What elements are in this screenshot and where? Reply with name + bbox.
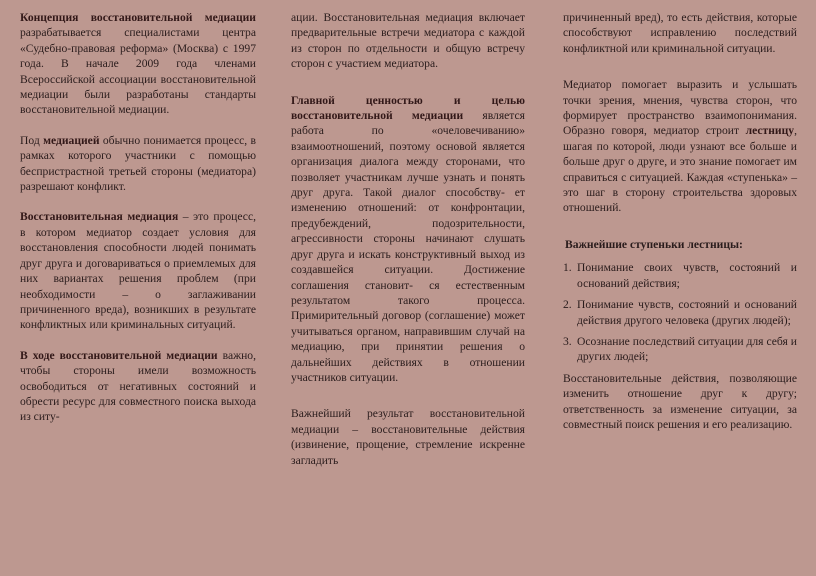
paragraph-main-value: Главной ценностью и целью восстановительной медиации является работа по «очеловечиванию» взаимоотношений, поэтому основой является организация диалога между сторонами, что позволяет участникам лучше узнать и понять друг друга. Такой диалог способству- ет изменению отношений: от конфронтации, предубеждений, подозрительности, агрессивности стороны начинают слушать друг друга и искать конструктивный выход из создавшейся ситуации. Достижение соглашения становит- ся естественным результатом такого процесса. Примирительный договор (соглашение) может учитываться органом, направившим случай на медиацию, при принятии решения о дальнейших действиях в отношении участников ситуации. (291, 93, 525, 384)
list-item: 2. Понимание чувств, состояний и оснований действия другого человека (других людей); (563, 298, 797, 327)
list-item: 1. Понимание своих чувств, состояний и оснований действия; (563, 261, 797, 290)
paragraph-restorative-actions: Восстановительные действия, позволяющие изменить отношение друг к другу; ответственность за изменение ситуации, за совместный поиск решения и его реализацию. (563, 371, 797, 431)
column-1 (20, 10, 256, 425)
paragraph-concept: Концепция восстановительной медиации разрабатывается специалистами центра «Судебно-правовая реформа» (Москва) с 1997 года. В начале 2009 года членами Всероссийской ассоциации восстановительной медиации были разработаны стандарты восстановительной медиации. (20, 11, 256, 117)
paragraph-mediation: Под медиацией обычно понимается процесс, в рамках которого участники с помощью беспристрастной третьей стороны (медиатора) разрешают конфликт. (20, 133, 256, 194)
column-3 (563, 10, 797, 432)
column-2 (291, 10, 525, 468)
term-main-value: Главной ценностью и целью восстановительной медиации (291, 93, 525, 123)
ladder-steps-list (563, 260, 797, 364)
list-item: 3. Осознание последствий ситуации для себя и других людей; (563, 334, 797, 364)
ladder-steps-heading: Важнейшие ступеньки лестницы: (565, 237, 743, 251)
paragraph-during-mediation: В ходе восстановительной медиации важно, чтобы стороны имели возможность освободиться от негативных состояний и обрести ресурс для совместного поиска выхода из ситу- (20, 348, 256, 424)
term-ladder: лестницу (745, 124, 795, 138)
term-concept: Концепция восстановительной медиации (20, 11, 256, 24)
term-restorative-mediation: Восстановительная медиация (20, 210, 179, 224)
term-during-mediation: В ходе восстановительной медиации (20, 348, 218, 362)
paragraph-key-result: Важнейший результат восстановительной медиации – восстановительные действия (извинение, прощение, стремление искренне загладить (291, 407, 525, 467)
paragraph-mediator-ladder: Медиатор помогает выразить и услышать точки зрения, мнения, чувства сторон, что формирует пространство взаимопонимания. Образно говоря, медиатор строит лестницу, шагая по которой, люди узнают все больше и больше друг о друге, и это знание помогает им справиться с ситуацией. Каждая «ступенька» – это шаг в сторону строительства здоровых отношений. (563, 78, 797, 215)
paragraph-restorative-mediation: Восстановительная медиация – это процесс, в котором медиатор создает условия для восстановления способности людей понимать друг друга и договариваться о приемлемых для них вариантах решения проблем (при необходимости – о заглаживании причиненного вреда), возникших в результате конфликтных или криминальных ситуаций. (20, 210, 256, 332)
paragraph-meetings: ации. Восстановительная медиация включает предварительные встречи медиатора с каждой из сторон по отдельности и общую встречу сторон с участием медиатора. (291, 11, 525, 71)
paragraph-harm: причиненный вред), то есть действия, которые способствуют исправлению последствий конфликтной или криминальной ситуации. (563, 11, 797, 55)
term-mediation: медиацией (43, 133, 100, 147)
